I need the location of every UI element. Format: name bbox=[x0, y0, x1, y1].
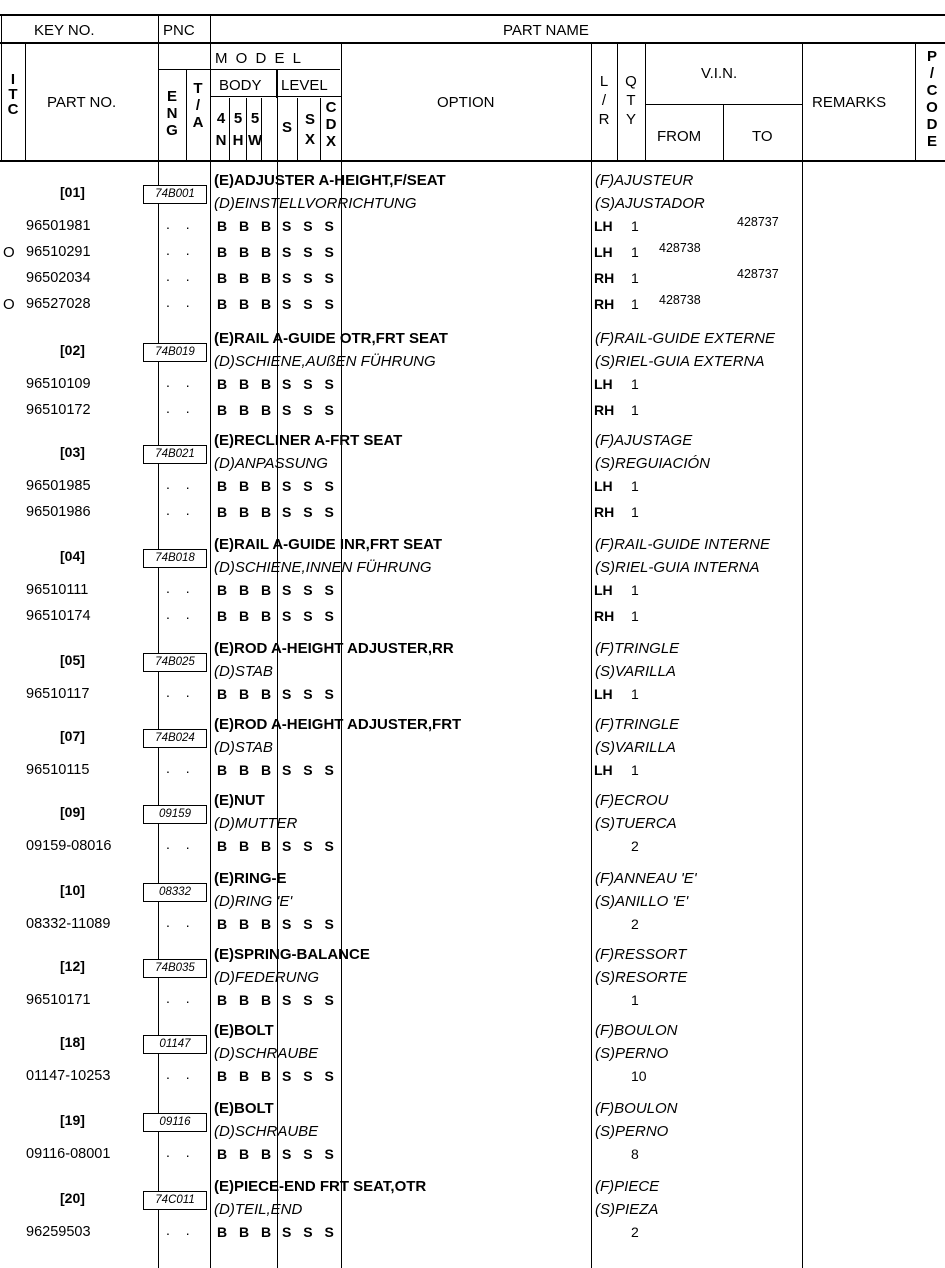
option-english: (E)BOLT bbox=[214, 1100, 274, 1117]
qty-value: 1 bbox=[631, 270, 639, 286]
remarks-header: REMARKS bbox=[812, 94, 887, 111]
vin-to: 428737 bbox=[737, 267, 779, 281]
option-german: (D)STAB bbox=[214, 739, 273, 756]
qty-header: Q T Y bbox=[625, 73, 637, 128]
option-french: (F)ANNEAU 'E' bbox=[595, 870, 697, 887]
eng-ta-dots: . . bbox=[166, 476, 196, 492]
body-codes: B B B bbox=[217, 402, 276, 418]
level-header: LEVEL bbox=[281, 77, 328, 94]
model-header: M O D E L bbox=[215, 50, 304, 67]
option-spanish: (S)RESORTE bbox=[595, 969, 688, 986]
key-number: [01] bbox=[60, 184, 85, 200]
lr-value: LH bbox=[594, 244, 613, 260]
option-french: (F)TRINGLE bbox=[595, 640, 680, 657]
level-codes: S S S bbox=[282, 402, 338, 418]
lr-value: RH bbox=[594, 296, 615, 312]
option-french: (F)ECROU bbox=[595, 792, 669, 809]
body-codes: B B B bbox=[217, 244, 276, 260]
part-number: 96501985 bbox=[26, 478, 91, 494]
pnc-code: 08332 bbox=[143, 883, 207, 902]
qty-value: 1 bbox=[631, 762, 639, 778]
eng-ta-dots: . . bbox=[166, 580, 196, 596]
lr-value: RH bbox=[594, 402, 615, 418]
vin-header: V.I.N. bbox=[701, 65, 738, 82]
option-english: (E)PIECE-END FRT SEAT,OTR bbox=[214, 1178, 427, 1195]
option-german: (D)SCHIENE,AUßEN FÜHRUNG bbox=[214, 353, 436, 370]
itc-header: I T C bbox=[7, 71, 19, 118]
qty-value: 1 bbox=[631, 504, 639, 520]
part-number: 96259503 bbox=[26, 1224, 91, 1240]
body-5w-header: 5 W bbox=[248, 110, 263, 149]
part-number: 96510109 bbox=[26, 376, 91, 392]
key-number: [19] bbox=[60, 1112, 85, 1128]
option-english: (E)RECLINER A-FRT SEAT bbox=[214, 432, 403, 449]
eng-ta-dots: . . bbox=[166, 836, 196, 852]
option-german: (D)SCHRAUBE bbox=[214, 1045, 319, 1062]
option-german: (D)SCHIENE,INNEN FÜHRUNG bbox=[214, 559, 432, 576]
lr-value: LH bbox=[594, 582, 613, 598]
option-english: (E)RAIL A-GUIDE OTR,FRT SEAT bbox=[214, 330, 448, 347]
part-name-header: PART NAME bbox=[503, 22, 589, 39]
eng-ta-dots: . . bbox=[166, 1144, 196, 1160]
vin-to-header: TO bbox=[752, 128, 773, 145]
eng-ta-dots: . . bbox=[166, 1222, 196, 1238]
part-number: 08332-11089 bbox=[26, 916, 111, 932]
eng-header: E N G bbox=[166, 88, 178, 139]
level-codes: S S S bbox=[282, 218, 338, 234]
body-codes: B B B bbox=[217, 1224, 276, 1240]
part-number: 96510171 bbox=[26, 992, 91, 1008]
body-codes: B B B bbox=[217, 478, 276, 494]
vin-from: 428738 bbox=[659, 293, 701, 307]
pcode-header: P / C O D E bbox=[926, 48, 938, 150]
qty-value: 1 bbox=[631, 686, 639, 702]
key-number: [10] bbox=[60, 882, 85, 898]
option-german: (D)STAB bbox=[214, 663, 273, 680]
pnc-code: 74B001 bbox=[143, 185, 207, 204]
level-codes: S S S bbox=[282, 1224, 338, 1240]
level-codes: S S S bbox=[282, 478, 338, 494]
level-sx-header: S X bbox=[304, 111, 315, 148]
pnc-code: 74B035 bbox=[143, 959, 207, 978]
body-codes: B B B bbox=[217, 504, 276, 520]
option-english: (E)RAIL A-GUIDE INR,FRT SEAT bbox=[214, 536, 443, 553]
option-german: (D)ANPASSUNG bbox=[214, 455, 328, 472]
option-spanish: (S)RIEL-GUIA EXTERNA bbox=[595, 353, 765, 370]
option-spanish: (S)REGUIACIÓN bbox=[595, 455, 711, 472]
qty-value: 1 bbox=[631, 582, 639, 598]
lr-value: LH bbox=[594, 762, 613, 778]
eng-ta-dots: . . bbox=[166, 606, 196, 622]
option-english: (E)ADJUSTER A-HEIGHT,F/SEAT bbox=[214, 172, 446, 189]
level-codes: S S S bbox=[282, 762, 338, 778]
option-spanish: (S)VARILLA bbox=[595, 739, 676, 756]
body-codes: B B B bbox=[217, 376, 276, 392]
pnc-code: 09159 bbox=[143, 805, 207, 824]
option-french: (F)AJUSTAGE bbox=[595, 432, 693, 449]
option-german: (D)RING 'E' bbox=[214, 893, 293, 910]
part-number: 96510291 bbox=[26, 244, 91, 260]
eng-ta-dots: . . bbox=[166, 1066, 196, 1082]
lr-value: LH bbox=[594, 686, 613, 702]
option-spanish: (S)RIEL-GUIA INTERNA bbox=[595, 559, 760, 576]
part-number: 96501986 bbox=[26, 504, 91, 520]
eng-ta-dots: . . bbox=[166, 400, 196, 416]
option-french: (F)RESSORT bbox=[595, 946, 687, 963]
vin-from-header: FROM bbox=[657, 128, 702, 145]
vin-from: 428738 bbox=[659, 241, 701, 255]
part-number: 09116-08001 bbox=[26, 1146, 111, 1162]
level-codes: S S S bbox=[282, 1068, 338, 1084]
qty-value: 1 bbox=[631, 244, 639, 260]
body-codes: B B B bbox=[217, 992, 276, 1008]
level-codes: S S S bbox=[282, 270, 338, 286]
body-codes: B B B bbox=[217, 762, 276, 778]
part-number: 96527028 bbox=[26, 296, 91, 312]
qty-value: 1 bbox=[631, 296, 639, 312]
level-codes: S S S bbox=[282, 992, 338, 1008]
option-english: (E)ROD A-HEIGHT ADJUSTER,RR bbox=[214, 640, 454, 657]
qty-value: 2 bbox=[631, 916, 639, 932]
part-number: 96510174 bbox=[26, 608, 91, 624]
key-number: [18] bbox=[60, 1034, 85, 1050]
body-codes: B B B bbox=[217, 916, 276, 932]
body-5h-header: 5 H bbox=[232, 110, 244, 149]
eng-ta-dots: . . bbox=[166, 914, 196, 930]
eng-ta-dots: . . bbox=[166, 374, 196, 390]
lr-value: RH bbox=[594, 608, 615, 624]
pnc-code: 74C011 bbox=[143, 1191, 207, 1210]
option-german: (D)FEDERUNG bbox=[214, 969, 319, 986]
pnc-code: 74B018 bbox=[143, 549, 207, 568]
option-spanish: (S)PERNO bbox=[595, 1045, 669, 1062]
lr-value: LH bbox=[594, 376, 613, 392]
body-header: BODY bbox=[219, 77, 262, 94]
option-english: (E)SPRING-BALANCE bbox=[214, 946, 370, 963]
eng-ta-dots: . . bbox=[166, 216, 196, 232]
part-number: 96501981 bbox=[26, 218, 91, 234]
lr-value: LH bbox=[594, 478, 613, 494]
level-codes: S S S bbox=[282, 608, 338, 624]
option-french: (F)AJUSTEUR bbox=[595, 172, 694, 189]
option-french: (F)RAIL-GUIDE EXTERNE bbox=[595, 330, 776, 347]
key-number: [03] bbox=[60, 444, 85, 460]
qty-value: 10 bbox=[631, 1068, 647, 1084]
option-english: (E)ROD A-HEIGHT ADJUSTER,FRT bbox=[214, 716, 462, 733]
part-number: 96510111 bbox=[26, 582, 89, 598]
option-spanish: (S)AJUSTADOR bbox=[595, 195, 705, 212]
option-english: (E)BOLT bbox=[214, 1022, 274, 1039]
ta-header: T / A bbox=[192, 80, 204, 131]
level-cdx-header: C D X bbox=[325, 99, 337, 150]
option-german: (D)MUTTER bbox=[214, 815, 298, 832]
pnc-code: 74B024 bbox=[143, 729, 207, 748]
level-codes: S S S bbox=[282, 686, 338, 702]
level-codes: S S S bbox=[282, 1146, 338, 1162]
part-number: 01147-10253 bbox=[26, 1068, 111, 1084]
option-french: (F)RAIL-GUIDE INTERNE bbox=[595, 536, 771, 553]
pnc-header: PNC bbox=[163, 22, 195, 39]
level-codes: S S S bbox=[282, 376, 338, 392]
option-spanish: (S)VARILLA bbox=[595, 663, 676, 680]
qty-value: 1 bbox=[631, 218, 639, 234]
key-number: [20] bbox=[60, 1190, 85, 1206]
pnc-code: 74B025 bbox=[143, 653, 207, 672]
body-codes: B B B bbox=[217, 608, 276, 624]
key-number: [02] bbox=[60, 342, 85, 358]
level-codes: S S S bbox=[282, 504, 338, 520]
body-codes: B B B bbox=[217, 218, 276, 234]
body-codes: B B B bbox=[217, 582, 276, 598]
part-number: 09159-08016 bbox=[26, 838, 112, 854]
eng-ta-dots: . . bbox=[166, 684, 196, 700]
level-codes: S S S bbox=[282, 838, 338, 854]
pnc-code: 01147 bbox=[143, 1035, 207, 1054]
option-english: (E)NUT bbox=[214, 792, 265, 809]
eng-ta-dots: . . bbox=[166, 242, 196, 258]
part-number: 96510117 bbox=[26, 686, 90, 702]
option-header: OPTION bbox=[437, 94, 495, 111]
option-english: (E)RING-E bbox=[214, 870, 287, 887]
body-codes: B B B bbox=[217, 1068, 276, 1084]
lr-value: LH bbox=[594, 218, 613, 234]
level-codes: S S S bbox=[282, 582, 338, 598]
option-german: (D)SCHRAUBE bbox=[214, 1123, 319, 1140]
level-codes: S S S bbox=[282, 916, 338, 932]
qty-value: 1 bbox=[631, 478, 639, 494]
key-number: [09] bbox=[60, 804, 85, 820]
part-number: 96502034 bbox=[26, 270, 91, 286]
body-codes: B B B bbox=[217, 686, 276, 702]
qty-value: 8 bbox=[631, 1146, 639, 1162]
lr-header: L / R bbox=[598, 73, 610, 128]
eng-ta-dots: . . bbox=[166, 294, 196, 310]
part-no-header: PART NO. bbox=[47, 94, 117, 111]
option-french: (F)TRINGLE bbox=[595, 716, 680, 733]
pnc-code: 74B019 bbox=[143, 343, 207, 362]
eng-ta-dots: . . bbox=[166, 760, 196, 776]
body-4n-header: 4 N bbox=[215, 110, 227, 149]
body-codes: B B B bbox=[217, 1146, 276, 1162]
body-codes: B B B bbox=[217, 296, 276, 312]
eng-ta-dots: . . bbox=[166, 502, 196, 518]
qty-value: 2 bbox=[631, 838, 639, 854]
key-number: [12] bbox=[60, 958, 85, 974]
option-german: (D)EINSTELLVORRICHTUNG bbox=[214, 195, 417, 212]
level-codes: S S S bbox=[282, 296, 338, 312]
option-spanish: (S)PERNO bbox=[595, 1123, 669, 1140]
key-number: [05] bbox=[60, 652, 85, 668]
qty-value: 1 bbox=[631, 402, 639, 418]
body-codes: B B B bbox=[217, 838, 276, 854]
itc-marker: O bbox=[3, 296, 15, 313]
option-french: (F)PIECE bbox=[595, 1178, 660, 1195]
qty-value: 1 bbox=[631, 992, 639, 1008]
qty-value: 2 bbox=[631, 1224, 639, 1240]
option-french: (F)BOULON bbox=[595, 1022, 678, 1039]
eng-ta-dots: . . bbox=[166, 990, 196, 1006]
option-german: (D)TEIL,END bbox=[214, 1201, 303, 1218]
itc-marker: O bbox=[3, 244, 15, 261]
body-codes: B B B bbox=[217, 270, 276, 286]
level-s-header: S bbox=[282, 119, 293, 136]
eng-ta-dots: . . bbox=[166, 268, 196, 284]
key-number: [04] bbox=[60, 548, 85, 564]
pnc-code: 74B021 bbox=[143, 445, 207, 464]
qty-value: 1 bbox=[631, 376, 639, 392]
option-spanish: (S)PIEZA bbox=[595, 1201, 659, 1218]
vin-to: 428737 bbox=[737, 215, 779, 229]
key-number: [07] bbox=[60, 728, 85, 744]
pnc-code: 09116 bbox=[143, 1113, 207, 1132]
qty-value: 1 bbox=[631, 608, 639, 624]
key-no-header: KEY NO. bbox=[34, 22, 95, 39]
option-spanish: (S)TUERCA bbox=[595, 815, 677, 832]
level-codes: S S S bbox=[282, 244, 338, 260]
option-spanish: (S)ANILLO 'E' bbox=[595, 893, 689, 910]
lr-value: RH bbox=[594, 504, 615, 520]
part-number: 96510115 bbox=[26, 762, 90, 778]
part-number: 96510172 bbox=[26, 402, 91, 418]
lr-value: RH bbox=[594, 270, 615, 286]
option-french: (F)BOULON bbox=[595, 1100, 678, 1117]
